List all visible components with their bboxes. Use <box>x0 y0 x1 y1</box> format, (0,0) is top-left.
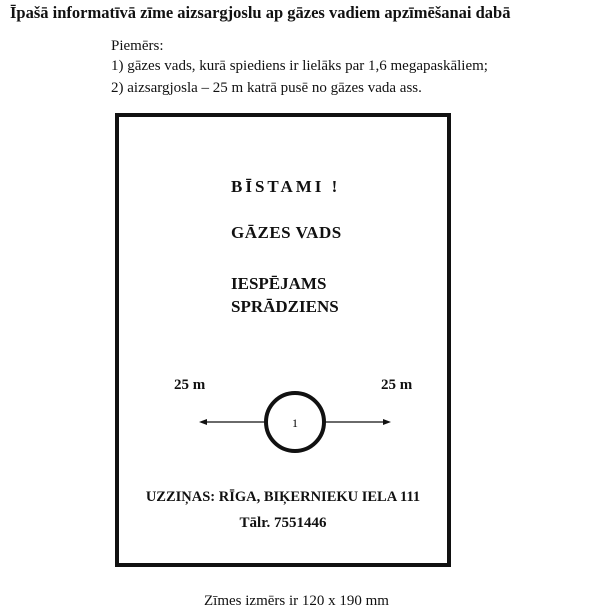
danger-heading: BĪSTAMI ! <box>231 177 341 196</box>
explosion-warning-line-2: SPRĀDZIENS <box>231 297 339 316</box>
right-arrow <box>325 419 391 425</box>
info-address: UZZIŅAS: RĪGA, BIĶERNIEKU IELA 111 <box>145 489 421 505</box>
example-line-2: 2) aizsargjosla – 25 m katrā pusē no gāzes vada ass. <box>111 80 422 96</box>
pipeline-diagram <box>119 387 447 477</box>
sign-size-note: Zīmes izmērs ir 120 x 190 mm <box>204 593 389 609</box>
example-line-1: 1) gāzes vads, kurā spiediens ir lielāks par 1,6 megapaskāliem; <box>111 58 488 74</box>
left-arrow <box>199 419 265 425</box>
left-distance-label: 25 m <box>174 377 206 393</box>
page-title: Īpašā informatīvā zīme aizsargjoslu ap gāzes vadiem apzīmēšanai dabā <box>10 3 511 22</box>
example-heading: Piemērs: <box>111 38 164 54</box>
right-distance-label: 25 m <box>381 377 413 393</box>
info-phone: Tālr. 7551446 <box>239 515 327 531</box>
pipe-marker-label: 1 <box>292 416 298 430</box>
gas-pipeline-label: GĀZES VADS <box>231 223 342 242</box>
explosion-warning-line-1: IESPĒJAMS <box>231 274 327 293</box>
warning-sign <box>115 113 451 567</box>
